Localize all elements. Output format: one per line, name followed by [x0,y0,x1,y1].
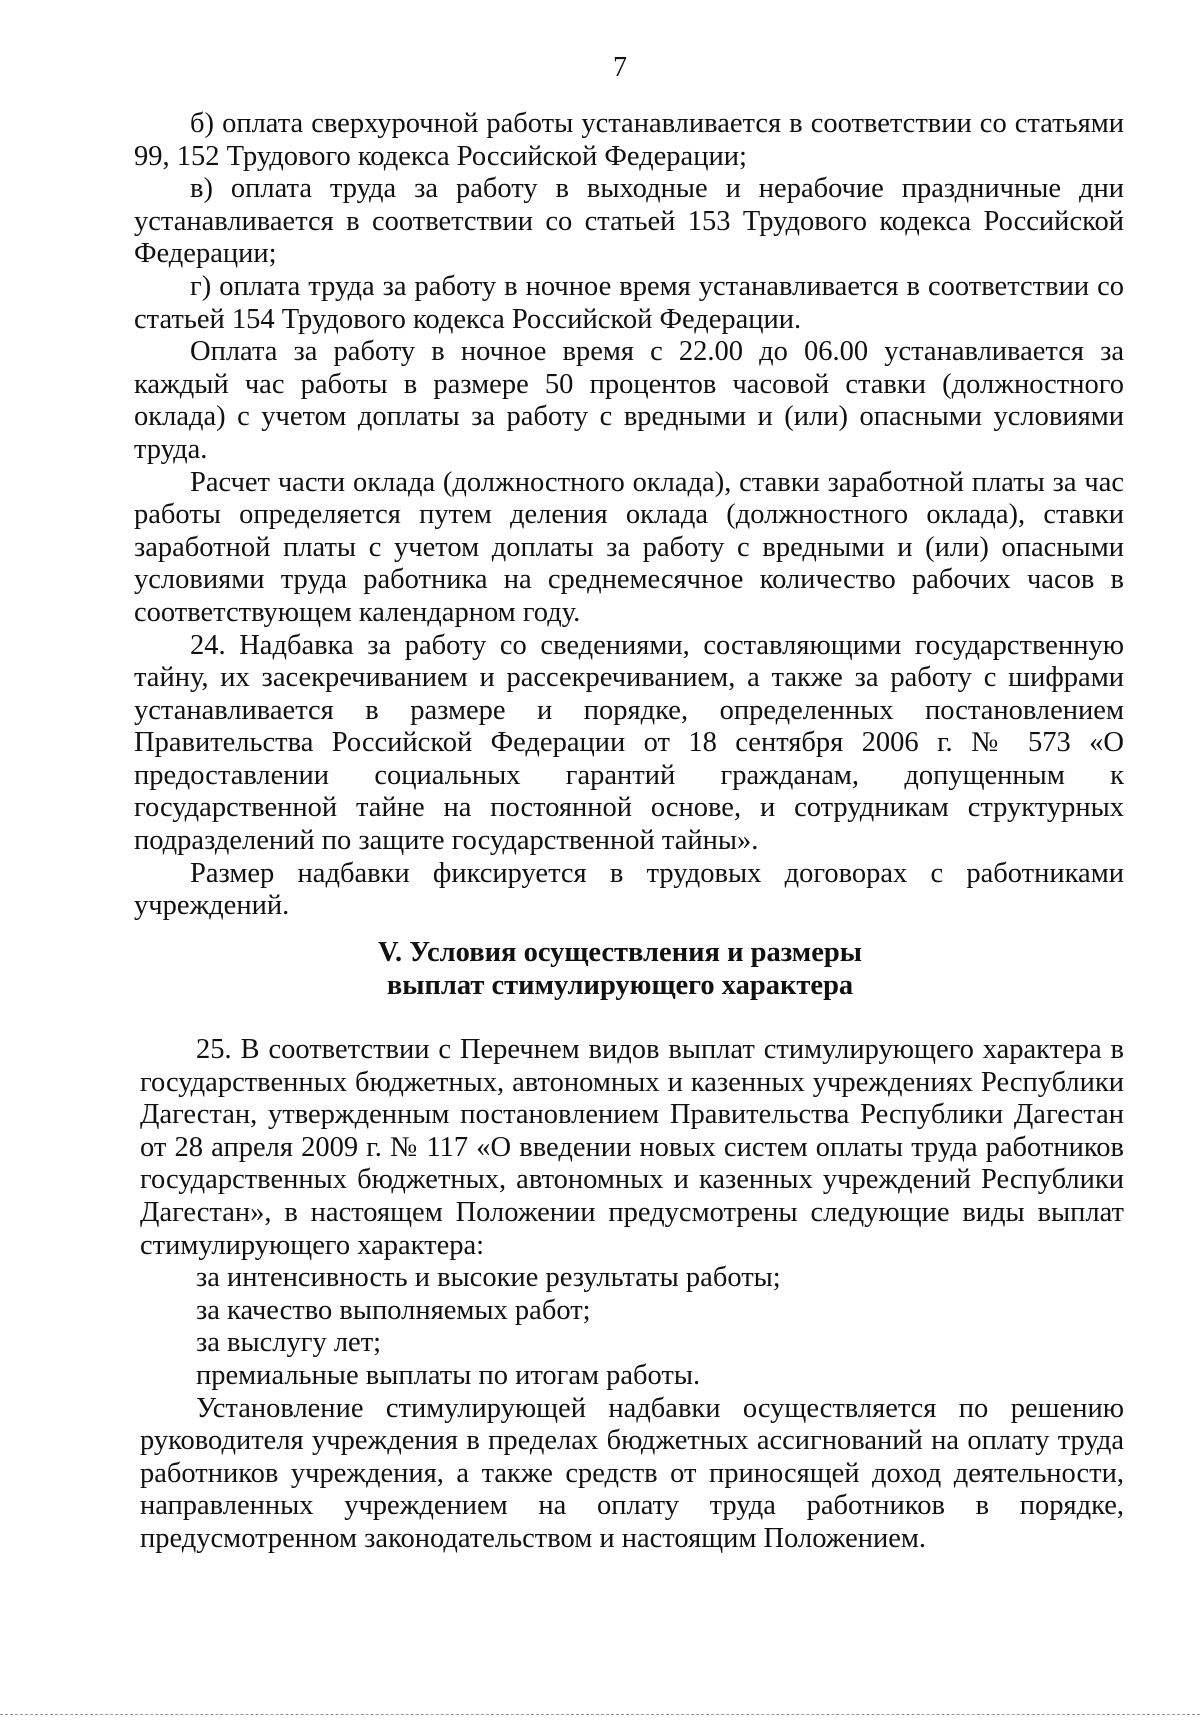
document-body-bottom [140,1034,1124,1556]
paragraph-b-overtime: б) оплата сверхурочной работы устанавливается в соответствии со статьями 99, 152 Трудового кодекса Российской Федерации; [134,108,1124,172]
paragraph-g-night-pay: г) оплата труда за работу в ночное время устанавливается в соответствии со статьей 154 Трудового кодекса Российской Федерации. [134,270,1124,335]
section-heading [0,936,1200,1002]
paragraph-v-weekend-pay: в) оплата труда за работу в выходные и нерабочие праздничные дни устанавливается в соответствии со статьей 153 Трудового кодекса Российской Федерации; [134,173,1124,270]
paragraph-25-incentive-types: 25. В соответствии с Перечнем видов выплат стимулирующего характера в государственных бюджетных, автономных и казенных учреждениях Республики Дагестан, утвержденным постановлением Правительства Республики Дагестан от 28 апреля 2009 г. № 117 «О введении новых систем оплаты труда работников государственных бюджетных, автономных и казенных учреждений Республики Дагестан», в настоящем Положении предусмотрены следующие виды выплат стимулирующего характера: [140,1034,1124,1261]
list-item-intensity: за интенсивность и высокие результаты работы; [196,1262,781,1294]
paragraph-night-rate: Оплата за работу в ночное время с 22.00 до 06.00 устанавливается за каждый час работы в размере 50 процентов часовой ставки (должностного оклада) с учетом доплаты за работу с вредными и (или) опасными условиями труда. [134,336,1124,465]
section-heading-line-2: выплат стимулирующего характера [386,970,854,1001]
document-body-top [134,108,1124,923]
list-item-quality: за качество выполняемых работ; [196,1294,591,1326]
paragraph-allowance-contracts: Размер надбавки фиксируется в трудовых договорах с работниками учреждений. [134,857,1124,922]
page-bottom-edge [0,1714,1200,1715]
page-number: 7 [613,52,627,83]
paragraph-24-secrecy-allowance: 24. Надбавка за работу со сведениями, составляющими государственную тайну, их засекречиванием и рассекречиванием, а также за работу с шифрами устанавливается в размере и порядке, определенных постановлением Правительства Российской Федерации от 18 сентября 2006 г. № 573 «О предоставлении социальных гарантий гражданам, допущенным к государственной тайне на постоянной основе, и сотрудникам структурных подразделений по защите государственной тайны». [134,629,1124,857]
list-item-bonus: премиальные выплаты по итогам работы. [196,1359,701,1391]
section-heading-line-1: V. Условия осуществления и размеры [378,937,862,968]
paragraph-hourly-calculation: Расчет части оклада (должностного оклада), ставки заработной платы за час работы определяется путем деления оклада (должностного оклада), ставки заработной платы с учетом доплаты за работу с вредными и (или) опасными условиями труда работника на среднемесячное количество рабочих часов в соответствующем календарном году. [134,466,1124,628]
paragraph-incentive-establishment: Установление стимулирующей надбавки осуществляется по решению руководителя учреждения в пределах бюджетных ассигнований на оплату труда работников учреждения, а также средств от приносящей доход деятельности, направленных учреждением на оплату труда работников в порядке, предусмотренном законодательством и настоящим Положением. [140,1392,1124,1554]
list-item-seniority: за выслугу лет; [196,1327,382,1359]
